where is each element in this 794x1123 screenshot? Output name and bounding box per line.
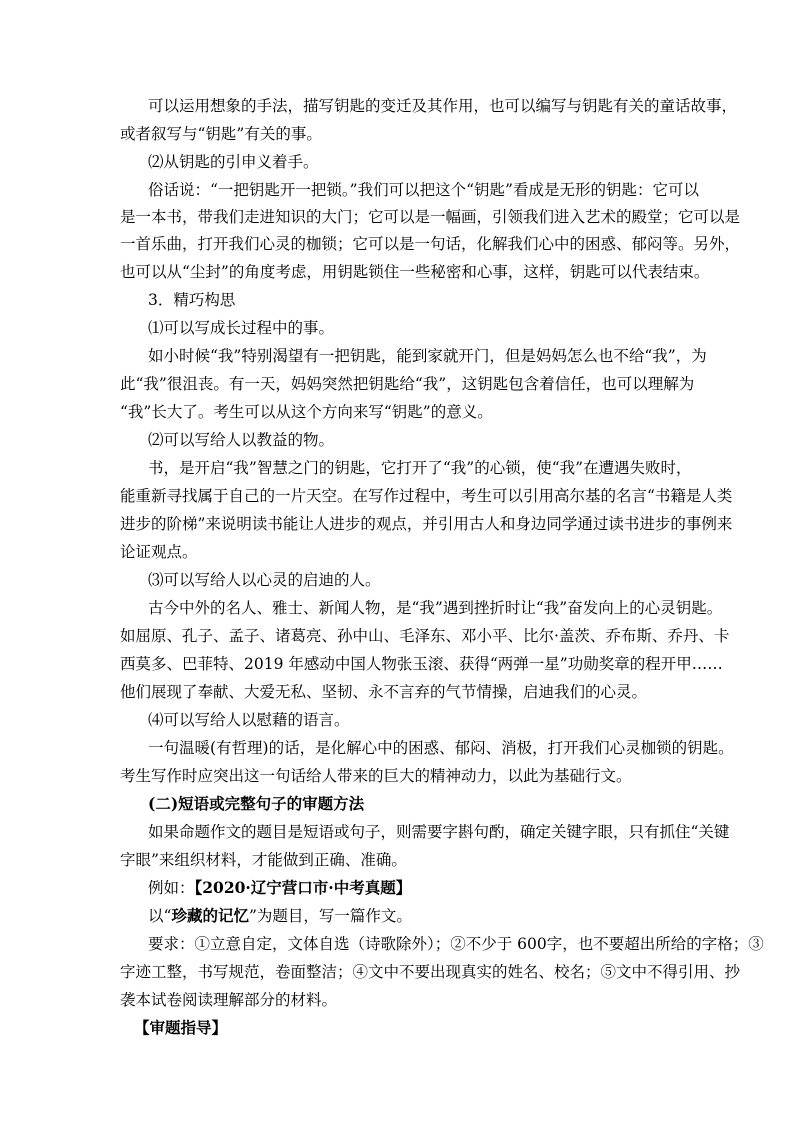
paragraph-line: “我”长大了。考生可以从这个方向来写“钥匙”的意义。 xyxy=(120,403,493,421)
paragraph-line: 他们展现了奉献、大爱无私、坚韧、永不言弃的气节情操，启迪我们的心灵。 xyxy=(120,683,648,701)
paragraph-line: 书，是开启“我”智慧之门的钥匙，它打开了“我”的心锁，使“我”在遭遇失败时， xyxy=(148,459,692,477)
section-subheading: ⑵从钥匙的引申义着手。 xyxy=(148,153,319,171)
prompt-line xyxy=(148,906,412,926)
paragraph-line: 如屈原、孔子、孟子、诸葛亮、孙中山、毛泽东、邓小平、比尔·盖茨、乔布斯、乔丹、卡 xyxy=(120,627,730,645)
paragraph-line: 如小时候“我”特别渴望有一把钥匙，能到家就开门，但是妈妈怎么也不给“我”，为 xyxy=(148,347,707,365)
paragraph-line: 可以运用想象的手法，描写钥匙的变迁及其作用，也可以编写与钥匙有关的童话故事， xyxy=(148,97,738,115)
paragraph-line: 字眼”来组织材料，才能做到正确、准确。 xyxy=(120,851,407,869)
paragraph-line: 进步的阶梯”来说明读书能让人进步的观点，并引用古人和身边同学通过读书进步的事例来 xyxy=(120,515,733,533)
section-subheading: ⑴可以写成长过程中的事。 xyxy=(148,319,335,337)
paragraph-line: 是一本书，带我们走进知识的大门；它可以是一幅画，引领我们进入艺术的殿堂；它可以是 xyxy=(120,208,741,226)
prompt-prefix: 以“ xyxy=(148,907,172,925)
paragraph-line: 一句温暖(有哲理)的话，是化解心中的困惑、郁闷、消极，打开我们心灵枷锁的钥匙。 xyxy=(148,739,734,757)
section-subheading: ⑶可以写给人以心灵的启迪的人。 xyxy=(148,571,381,589)
paragraph-line: 如果命题作文的题目是短语或句子，则需要字斟句酌，确定关键字眼，只有抓住“关键 xyxy=(148,823,730,841)
example-line xyxy=(148,878,411,898)
exam-source: 【2020·辽宁营口市·中考真题】 xyxy=(194,878,412,897)
paragraph-line: 能重新寻找属于自己的一片天空。在写作过程中，考生可以引用高尔基的名言“书籍是人类 xyxy=(120,487,733,505)
example-label: 例如： xyxy=(148,879,195,897)
paragraph-line: 考生写作时应突出这一句话给人带来的巨大的精神动力，以此为基础行文。 xyxy=(120,767,632,785)
section-subheading: ⑵可以写给人以教益的物。 xyxy=(148,431,335,449)
paragraph-line: 西莫多、巴菲特、2019 年感动中国人物张玉滚、获得“两弹一星”功勋奖章的程开甲…… xyxy=(120,655,723,673)
paragraph-line: 俗话说：“一把钥匙开一把锁。”我们可以把这个“钥匙”看成是无形的钥匙：它可以 xyxy=(148,181,699,199)
requirements-line: 要求：①立意自定，文体自选（诗歌除外）；②不少于 600字，也不要超出所给的字格；③ xyxy=(148,935,764,953)
requirements-line: 袭本试卷阅读理解部分的材料。 xyxy=(120,991,338,1009)
paragraph-line: 一首乐曲，打开我们心灵的枷锁；它可以是一句话，化解我们心中的困惑、郁闷等。另外， xyxy=(120,235,741,253)
section-heading: 3．精巧构思 xyxy=(148,291,236,309)
paragraph-line: 或者叙写与“钥匙”有关的事。 xyxy=(120,125,322,143)
paragraph-line: 此“我”很沮丧。有一天，妈妈突然把钥匙给“我”，这钥匙包含着信任，也可以理解为 xyxy=(120,375,695,393)
prompt-suffix: ”为题目，写一篇作文。 xyxy=(248,907,412,925)
paragraph-line: 古今中外的名人、雅士、新闻人物，是“我”遇到挫折时让“我”奋发向上的心灵钥匙。 xyxy=(148,599,723,617)
paragraph-line: 也可以从“尘封”的角度考虑，用钥匙锁住一些秘密和心事，这样，钥匙可以代表结束。 xyxy=(120,263,710,281)
paragraph-line: 论证观点。 xyxy=(120,543,198,561)
essay-title: 珍藏的记忆 xyxy=(171,906,249,925)
section-subheading: ⑷可以写给人以慰藉的语言。 xyxy=(148,711,350,729)
requirements-line: 字迹工整，书写规范，卷面整洁；④文中不要出现真实的姓名、校名；⑤文中不得引用、抄 xyxy=(120,963,741,981)
section-heading: 【审题指导】 xyxy=(134,1018,228,1037)
section-heading: (二)短语或完整句子的审题方法 xyxy=(148,794,365,813)
